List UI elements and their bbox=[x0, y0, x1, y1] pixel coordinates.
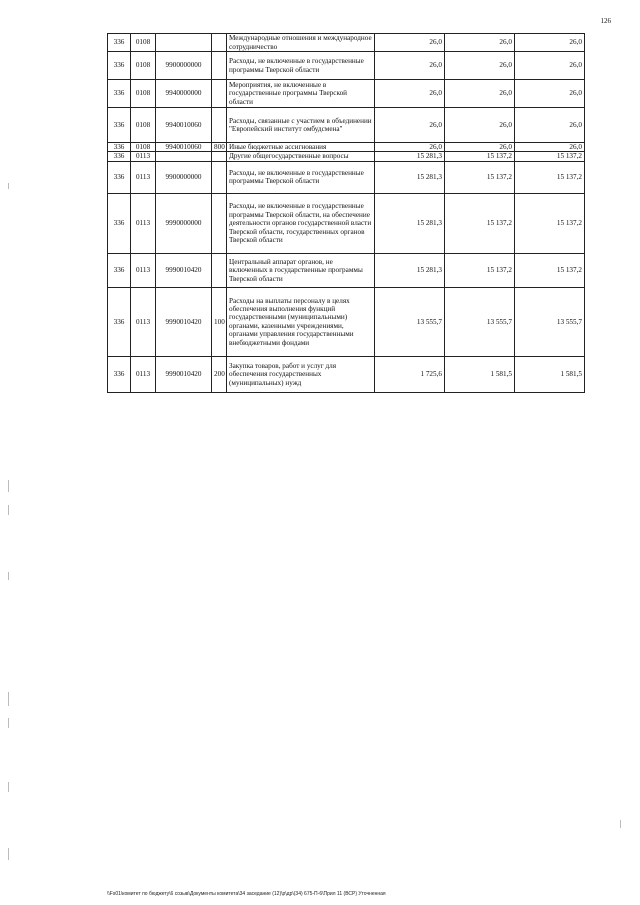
amount-year2-cell: 26,0 bbox=[445, 80, 515, 108]
expense-type-cell: 800 bbox=[212, 143, 227, 152]
amount-year3-cell: 15 137,2 bbox=[515, 152, 585, 161]
target-article-cell: 9990010420 bbox=[156, 356, 212, 392]
table-row bbox=[108, 52, 585, 80]
table-row bbox=[108, 287, 585, 356]
target-article-cell: 9900000000 bbox=[156, 161, 212, 193]
amount-year3-cell: 13 555,7 bbox=[515, 287, 585, 356]
table-row bbox=[108, 108, 585, 143]
scan-artifact bbox=[8, 572, 9, 580]
section-code-cell: 0113 bbox=[131, 161, 156, 193]
target-article-cell bbox=[156, 152, 212, 161]
amount-year2-cell: 26,0 bbox=[445, 108, 515, 143]
table-row bbox=[108, 152, 585, 161]
amount-year1-cell: 26,0 bbox=[375, 52, 445, 80]
item-name-cell: Расходы, не включенные в государственные программы Тверской области bbox=[227, 52, 375, 80]
expense-type-cell bbox=[212, 253, 227, 287]
amount-year2-cell: 26,0 bbox=[445, 52, 515, 80]
scan-artifact bbox=[8, 505, 9, 515]
expense-type-cell: 100 bbox=[212, 287, 227, 356]
amount-year1-cell: 26,0 bbox=[375, 143, 445, 152]
expense-type-cell bbox=[212, 34, 227, 52]
amount-year3-cell: 26,0 bbox=[515, 143, 585, 152]
item-name-cell: Мероприятия, не включенные в государственные программы Тверской области bbox=[227, 80, 375, 108]
target-article-cell bbox=[156, 34, 212, 52]
budget-table bbox=[107, 33, 585, 393]
item-name-cell: Иные бюджетные ассигнования bbox=[227, 143, 375, 152]
ministry-code-cell: 336 bbox=[108, 193, 131, 253]
scan-artifact bbox=[620, 820, 621, 828]
target-article-cell: 9900000000 bbox=[156, 52, 212, 80]
amount-year1-cell: 13 555,7 bbox=[375, 287, 445, 356]
amount-year3-cell: 15 137,2 bbox=[515, 253, 585, 287]
table-row bbox=[108, 143, 585, 152]
section-code-cell: 0113 bbox=[131, 287, 156, 356]
amount-year3-cell: 26,0 bbox=[515, 52, 585, 80]
amount-year2-cell: 15 137,2 bbox=[445, 161, 515, 193]
amount-year1-cell: 15 281,3 bbox=[375, 152, 445, 161]
item-name-cell: Расходы, не включенные в государственные программы Тверской области bbox=[227, 161, 375, 193]
ministry-code-cell: 336 bbox=[108, 80, 131, 108]
ministry-code-cell: 336 bbox=[108, 143, 131, 152]
table-row bbox=[108, 34, 585, 52]
amount-year2-cell: 15 137,2 bbox=[445, 193, 515, 253]
table-body bbox=[108, 34, 585, 393]
target-article-cell: 9990010420 bbox=[156, 253, 212, 287]
table-row bbox=[108, 193, 585, 253]
expense-type-cell bbox=[212, 108, 227, 143]
scan-artifact bbox=[8, 782, 9, 792]
section-code-cell: 0113 bbox=[131, 152, 156, 161]
section-code-cell: 0113 bbox=[131, 253, 156, 287]
amount-year2-cell: 1 581,5 bbox=[445, 356, 515, 392]
table-row bbox=[108, 253, 585, 287]
ministry-code-cell: 336 bbox=[108, 161, 131, 193]
item-name-cell: Другие общегосударственные вопросы bbox=[227, 152, 375, 161]
expense-type-cell bbox=[212, 161, 227, 193]
amount-year3-cell: 26,0 bbox=[515, 80, 585, 108]
section-code-cell: 0108 bbox=[131, 108, 156, 143]
item-name-cell: Расходы на выплаты персоналу в целях обеспечения выполнения функций государственными (муниципальными) органами, казенными учреждениями, органами управления государственными внебюджетными фондами bbox=[227, 287, 375, 356]
scan-artifact bbox=[8, 718, 9, 728]
section-code-cell: 0108 bbox=[131, 80, 156, 108]
table-row bbox=[108, 80, 585, 108]
ministry-code-cell: 336 bbox=[108, 34, 131, 52]
ministry-code-cell: 336 bbox=[108, 253, 131, 287]
amount-year3-cell: 15 137,2 bbox=[515, 161, 585, 193]
target-article-cell: 9990010420 bbox=[156, 287, 212, 356]
table-row bbox=[108, 161, 585, 193]
expense-type-cell bbox=[212, 193, 227, 253]
section-code-cell: 0108 bbox=[131, 52, 156, 80]
amount-year1-cell: 26,0 bbox=[375, 108, 445, 143]
amount-year2-cell: 26,0 bbox=[445, 34, 515, 52]
amount-year1-cell: 26,0 bbox=[375, 34, 445, 52]
amount-year2-cell: 13 555,7 bbox=[445, 287, 515, 356]
amount-year3-cell: 26,0 bbox=[515, 34, 585, 52]
target-article-cell: 9990000000 bbox=[156, 193, 212, 253]
target-article-cell: 9940000000 bbox=[156, 80, 212, 108]
amount-year1-cell: 26,0 bbox=[375, 80, 445, 108]
ministry-code-cell: 336 bbox=[108, 108, 131, 143]
amount-year2-cell: 26,0 bbox=[445, 143, 515, 152]
expense-type-cell: 200 bbox=[212, 356, 227, 392]
scan-artifact bbox=[8, 692, 9, 706]
amount-year1-cell: 1 725,6 bbox=[375, 356, 445, 392]
item-name-cell: Центральный аппарат органов, не включенных в государственные программы Тверской области bbox=[227, 253, 375, 287]
section-code-cell: 0113 bbox=[131, 193, 156, 253]
item-name-cell: Закупка товаров, работ и услуг для обеспечения государственных (муниципальных) нужд bbox=[227, 356, 375, 392]
item-name-cell: Международные отношения и международное сотрудничество bbox=[227, 34, 375, 52]
section-code-cell: 0113 bbox=[131, 356, 156, 392]
expense-type-cell bbox=[212, 80, 227, 108]
amount-year1-cell: 15 281,3 bbox=[375, 253, 445, 287]
page-number: 126 bbox=[600, 17, 611, 25]
scan-artifact bbox=[8, 848, 9, 860]
ministry-code-cell: 336 bbox=[108, 287, 131, 356]
item-name-cell: Расходы, не включенные в государственные программы Тверской области, на обеспечение деятельности органов государственной власти Тверской области, государственных органов Тверской области bbox=[227, 193, 375, 253]
table-row bbox=[108, 356, 585, 392]
expense-type-cell bbox=[212, 152, 227, 161]
ministry-code-cell: 336 bbox=[108, 356, 131, 392]
amount-year1-cell: 15 281,3 bbox=[375, 193, 445, 253]
amount-year3-cell: 26,0 bbox=[515, 108, 585, 143]
item-name-cell: Расходы, связанные с участием в объединении "Европейский институт омбудсмена" bbox=[227, 108, 375, 143]
section-code-cell: 0108 bbox=[131, 34, 156, 52]
section-code-cell: 0108 bbox=[131, 143, 156, 152]
scan-artifact bbox=[8, 480, 9, 492]
scan-artifact bbox=[8, 183, 9, 189]
amount-year3-cell: 15 137,2 bbox=[515, 193, 585, 253]
ministry-code-cell: 336 bbox=[108, 152, 131, 161]
amount-year1-cell: 15 281,3 bbox=[375, 161, 445, 193]
target-article-cell: 9940010060 bbox=[156, 143, 212, 152]
ministry-code-cell: 336 bbox=[108, 52, 131, 80]
target-article-cell: 9940010060 bbox=[156, 108, 212, 143]
expense-type-cell bbox=[212, 52, 227, 80]
footer-file-path: \\Fs01\комитет по бюджету\6 созыв\Документы комитета\34 заседание (12)\р\др\(34) 675-П-6\Прил 11 (ВСР) Уточненная bbox=[107, 891, 386, 897]
amount-year3-cell: 1 581,5 bbox=[515, 356, 585, 392]
amount-year2-cell: 15 137,2 bbox=[445, 152, 515, 161]
amount-year2-cell: 15 137,2 bbox=[445, 253, 515, 287]
